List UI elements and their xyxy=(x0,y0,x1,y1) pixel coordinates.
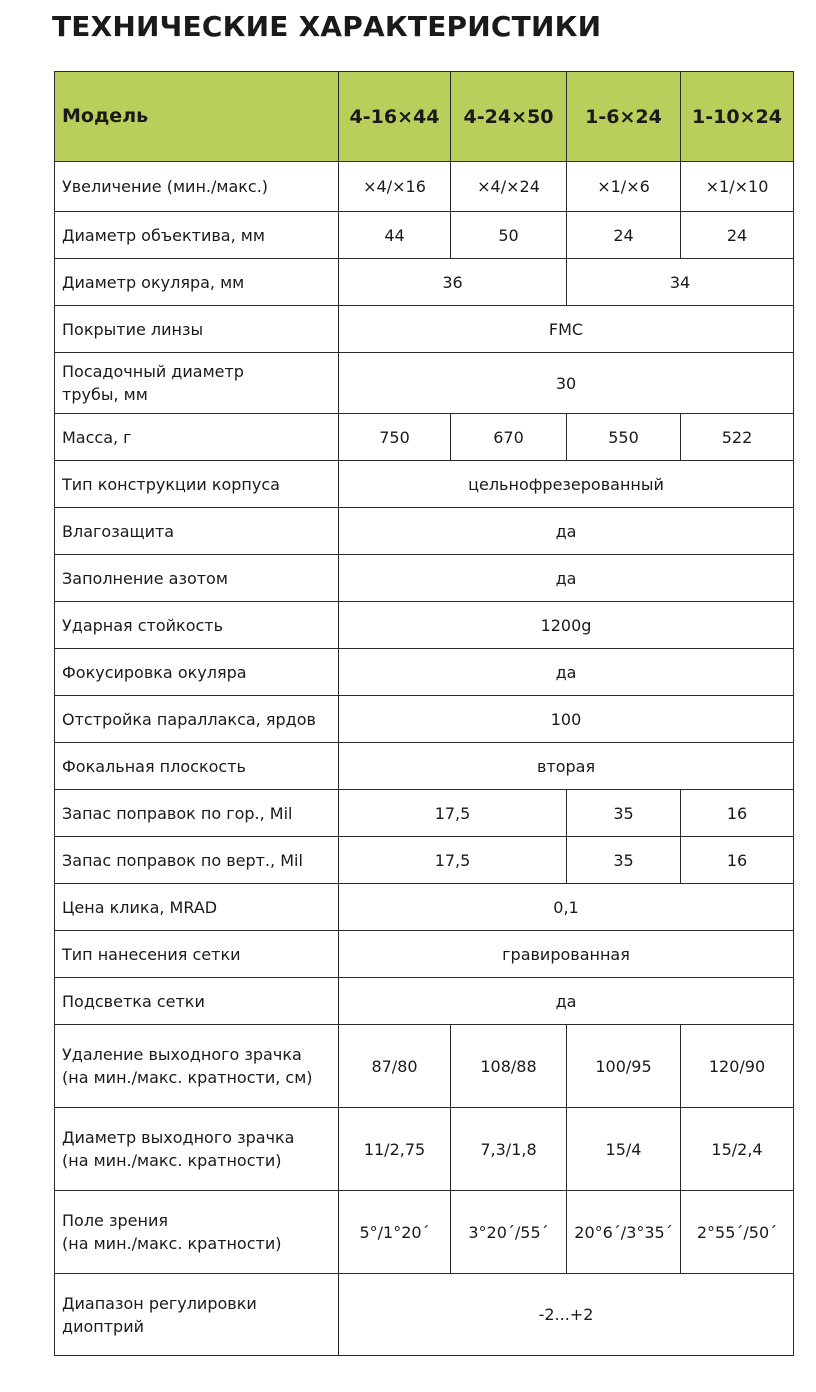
cell-value: 2°55´/50´ xyxy=(681,1191,794,1274)
cell-value: 550 xyxy=(567,414,681,461)
row-label-line: (на мин./макс. кратности, см) xyxy=(62,1068,313,1087)
row-label: Подсветка сетки xyxy=(55,978,339,1025)
cell-value: 17,5 xyxy=(339,837,567,884)
cell-value: 5°/1°20´ xyxy=(339,1191,451,1274)
cell-value: ×4/×24 xyxy=(451,162,567,212)
row-label: Фокальная плоскость xyxy=(55,743,339,790)
row-label xyxy=(55,1274,339,1356)
row-label: Влагозащита xyxy=(55,508,339,555)
cell-value: да xyxy=(339,555,794,602)
row-label: Тип конструкции корпуса xyxy=(55,461,339,508)
table-row xyxy=(55,931,794,978)
cell-value: 11/2,75 xyxy=(339,1108,451,1191)
row-label: Диаметр объектива, мм xyxy=(55,212,339,259)
row-label: Диаметр окуляра, мм xyxy=(55,259,339,306)
row-label: Фокусировка окуляра xyxy=(55,649,339,696)
cell-value: 34 xyxy=(567,259,794,306)
cell-value: 15/4 xyxy=(567,1108,681,1191)
row-label: Увеличение (мин./макс.) xyxy=(55,162,339,212)
row-label: Ударная стойкость xyxy=(55,602,339,649)
row-label: Заполнение азотом xyxy=(55,555,339,602)
row-label: Покрытие линзы xyxy=(55,306,339,353)
cell-value: 750 xyxy=(339,414,451,461)
table-row xyxy=(55,978,794,1025)
table-row xyxy=(55,1108,794,1191)
cell-value: 16 xyxy=(681,790,794,837)
header-model-3: 1-6×24 xyxy=(567,72,681,162)
header-model-1: 4-16×44 xyxy=(339,72,451,162)
table-header-row xyxy=(55,72,794,162)
row-label-line: Диапазон регулировки xyxy=(62,1293,257,1313)
cell-value: да xyxy=(339,508,794,555)
table-row xyxy=(55,1191,794,1274)
header-model-2: 4-24×50 xyxy=(451,72,567,162)
cell-value: ×1/×10 xyxy=(681,162,794,212)
cell-value: цельнофрезерованный xyxy=(339,461,794,508)
table-row xyxy=(55,162,794,212)
cell-value: 35 xyxy=(567,837,681,884)
cell-value: 7,3/1,8 xyxy=(451,1108,567,1191)
table-row xyxy=(55,1274,794,1356)
page-title: ТЕХНИЧЕСКИЕ ХАРАКТЕРИСТИКИ xyxy=(52,10,602,43)
cell-value: 670 xyxy=(451,414,567,461)
table-row xyxy=(55,306,794,353)
row-label: Запас поправок по верт., Mil xyxy=(55,837,339,884)
cell-value: 36 xyxy=(339,259,567,306)
cell-value: 100/95 xyxy=(567,1025,681,1108)
cell-value: 24 xyxy=(567,212,681,259)
row-label: Масса, г xyxy=(55,414,339,461)
cell-value: 35 xyxy=(567,790,681,837)
cell-value: 120/90 xyxy=(681,1025,794,1108)
cell-value: 522 xyxy=(681,414,794,461)
row-label xyxy=(55,353,339,414)
spec-table xyxy=(54,71,794,1356)
cell-value: гравированная xyxy=(339,931,794,978)
row-label-line: Удаление выходного зрачка xyxy=(62,1045,302,1064)
table-row xyxy=(55,837,794,884)
row-label-line: Диаметр выходного зрачка xyxy=(62,1128,295,1147)
row-label xyxy=(55,1025,339,1108)
cell-value: 17,5 xyxy=(339,790,567,837)
row-label-line: Посадочный диаметр xyxy=(62,362,244,381)
table-row xyxy=(55,259,794,306)
cell-value: FMC xyxy=(339,306,794,353)
cell-value: ×4/×16 xyxy=(339,162,451,212)
cell-value: 0,1 xyxy=(339,884,794,931)
cell-value: ×1/×6 xyxy=(567,162,681,212)
cell-value: 44 xyxy=(339,212,451,259)
table-row xyxy=(55,649,794,696)
cell-value: 87/80 xyxy=(339,1025,451,1108)
cell-value: 50 xyxy=(451,212,567,259)
row-label-line: трубы, мм xyxy=(62,385,148,404)
table-row xyxy=(55,602,794,649)
table-row xyxy=(55,508,794,555)
row-label: Цена клика, MRAD xyxy=(55,884,339,931)
cell-value: 20°6´/3°35´ xyxy=(567,1191,681,1274)
row-label xyxy=(55,1191,339,1274)
cell-value: 24 xyxy=(681,212,794,259)
table-row xyxy=(55,790,794,837)
row-label-line: Поле зрения xyxy=(62,1211,168,1230)
row-label xyxy=(55,1108,339,1191)
row-label: Тип нанесения сетки xyxy=(55,931,339,978)
table-row xyxy=(55,353,794,414)
cell-value: да xyxy=(339,649,794,696)
table-row xyxy=(55,461,794,508)
table-row xyxy=(55,743,794,790)
row-label-line: диоптрий xyxy=(62,1316,144,1336)
table-row xyxy=(55,555,794,602)
table-row xyxy=(55,884,794,931)
table-row xyxy=(55,696,794,743)
row-label: Запас поправок по гор., Mil xyxy=(55,790,339,837)
cell-value: -2...+2 xyxy=(339,1274,794,1356)
cell-value: да xyxy=(339,978,794,1025)
cell-value: вторая xyxy=(339,743,794,790)
cell-value: 3°20´/55´ xyxy=(451,1191,567,1274)
header-model-label: Модель xyxy=(55,72,339,162)
row-label: Отстройка параллакса, ярдов xyxy=(55,696,339,743)
table-row xyxy=(55,212,794,259)
cell-value: 1200g xyxy=(339,602,794,649)
row-label-line: (на мин./макс. кратности) xyxy=(62,1234,282,1253)
cell-value: 30 xyxy=(339,353,794,414)
header-model-4: 1-10×24 xyxy=(681,72,794,162)
cell-value: 100 xyxy=(339,696,794,743)
cell-value: 16 xyxy=(681,837,794,884)
row-label-line: (на мин./макс. кратности) xyxy=(62,1151,282,1170)
cell-value: 108/88 xyxy=(451,1025,567,1108)
table-row xyxy=(55,414,794,461)
cell-value: 15/2,4 xyxy=(681,1108,794,1191)
table-row xyxy=(55,1025,794,1108)
